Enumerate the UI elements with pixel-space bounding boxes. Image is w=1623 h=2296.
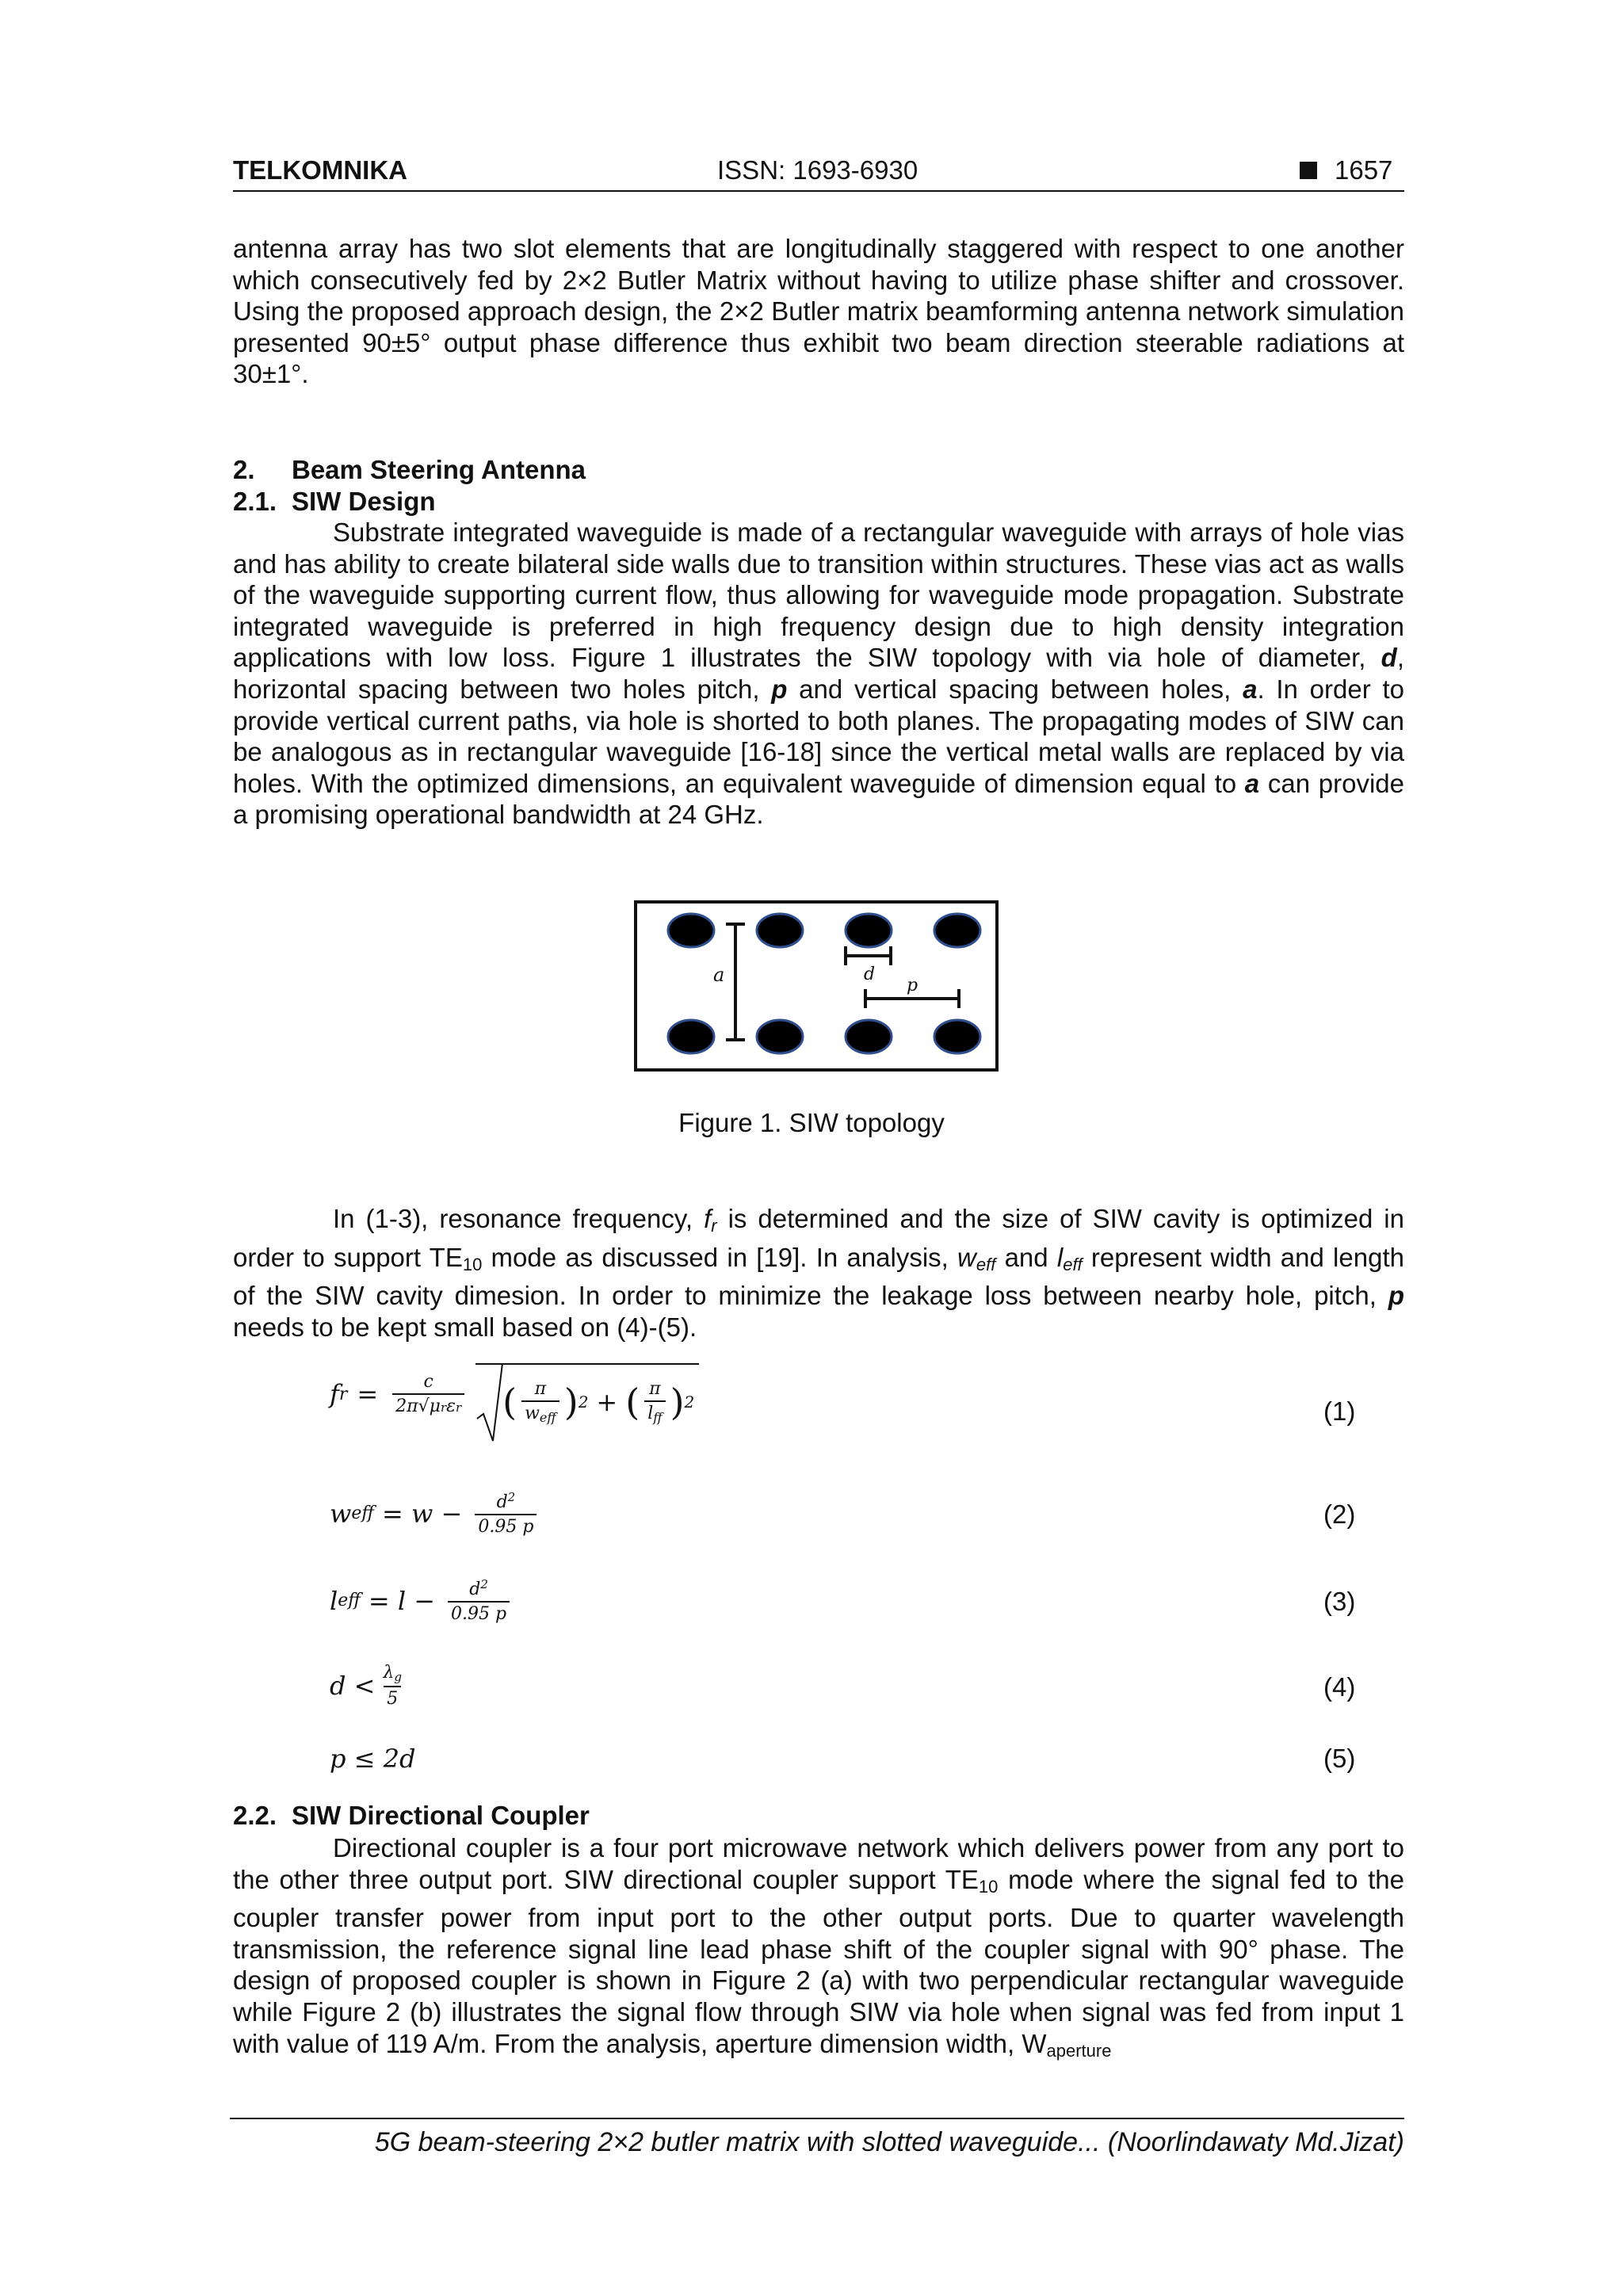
- equation-1-number: (1): [1323, 1396, 1356, 1426]
- eq3-num-sup: 2: [480, 1577, 488, 1591]
- sqrt-sign-icon: [475, 1363, 504, 1442]
- eq-intro-text-3: mode as discussed in [19]. In analysis,: [482, 1242, 958, 1272]
- eq4-den: 5: [384, 1686, 401, 1709]
- intro-paragraph: antenna array has two slot elements that are longitudinally staggered with respect to one another which consecutively fed by 2×2 Butler Matrix without having to utilize phase shifter and crossover. Using the proposed approach design, the 2×2 Butler matrix beamforming antenna network simulation presented 90±5° output phase difference thus exhibit two beam direction steerable radiations at 30±1°.: [233, 234, 1404, 389]
- equation-3: [330, 1577, 514, 1624]
- siw-design-paragraph: [233, 517, 1404, 831]
- eq3-num: d: [469, 1580, 481, 1599]
- symbol-fr-sub: r: [711, 1216, 717, 1236]
- section-2-1-number: 2.1.: [233, 487, 277, 516]
- via-hole: [846, 914, 892, 947]
- eq3-fraction: [448, 1577, 510, 1624]
- square-bullet-icon: [1300, 162, 1317, 179]
- via-hole: [757, 1020, 803, 1053]
- symbol-a: a: [1243, 674, 1258, 704]
- page-number-block: [1300, 155, 1392, 185]
- eq-intro-text-5: represent width and length of the SIW cavity dimesion. In order to minimize the leakage loss between nearby hole, pitch,: [233, 1242, 1404, 1311]
- symbol-p-2: p: [1388, 1281, 1404, 1311]
- eq1-pow-2: 2: [684, 1392, 695, 1412]
- section-2-1-heading: [233, 487, 436, 517]
- issn: ISSN: 1693-6930: [717, 155, 918, 185]
- te-sub: 10: [462, 1254, 483, 1274]
- eq1-pi-2: π: [649, 1379, 661, 1399]
- eq3-lhs: l: [330, 1585, 338, 1616]
- page-number: 1657: [1335, 155, 1393, 185]
- running-footer: 5G beam-steering 2×2 butler matrix with slotted waveguide... (Noorlindawaty Md.Jizat): [374, 2127, 1404, 2157]
- symbol-fr: f: [704, 1204, 712, 1233]
- siw-text-2: , horizontal spacing between two holes pitch,: [233, 643, 1404, 704]
- eq1-denominator: [392, 1393, 464, 1416]
- eq-intro-text-2: is determined and the size of SIW cavity is optimized in order to support TE: [233, 1204, 1404, 1272]
- eq1-w: w: [525, 1404, 540, 1423]
- via-hole: [757, 914, 803, 947]
- eq2-fraction: [475, 1490, 537, 1537]
- figure-1-caption: Figure 1. SIW topology: [678, 1108, 945, 1137]
- eq1-l: l: [647, 1404, 654, 1423]
- eq1-numerator: c: [423, 1372, 433, 1392]
- eq1-pi-over-w: [521, 1379, 559, 1425]
- eq4-num: λ: [383, 1663, 395, 1683]
- via-hole: [668, 1020, 714, 1053]
- equation-4-number: (4): [1323, 1672, 1356, 1702]
- coupler-paragraph: [233, 1832, 1404, 2066]
- figure-1-siw-topology: [634, 900, 999, 1072]
- section-2-number: 2.: [233, 455, 255, 484]
- equation-3-number: (3): [1323, 1587, 1356, 1616]
- eq2-rhs: = w −: [382, 1498, 463, 1529]
- eq4-lhs: d <: [330, 1671, 376, 1701]
- via-hole: [934, 1020, 980, 1053]
- eq2-num-sup: 2: [507, 1490, 516, 1504]
- eq1-fraction: [392, 1372, 464, 1416]
- section-2-2-heading: [233, 1801, 590, 1831]
- eq1-w-sub: eff: [539, 1410, 556, 1425]
- eq-intro-text-4: and: [995, 1242, 1057, 1272]
- eq3-lhs-sub: eff: [338, 1591, 361, 1610]
- symbol-leff: l: [1056, 1242, 1064, 1272]
- section-2-2-number: 2.2.: [233, 1801, 277, 1830]
- symbol-weff: w: [957, 1242, 976, 1272]
- eq1-den-sub2: r: [455, 1400, 462, 1415]
- eq2-den: 0.95 p: [475, 1514, 537, 1537]
- eq1-pow-1: 2: [578, 1392, 589, 1412]
- eq-intro-text-1: In (1-3), resonance frequency,: [333, 1204, 705, 1233]
- via-hole: [846, 1020, 892, 1053]
- symbol-d: d: [1381, 643, 1397, 673]
- eq1-lhs: f: [330, 1379, 339, 1409]
- eq2-lhs-sub: eff: [351, 1503, 374, 1523]
- eq1-equals: =: [357, 1379, 379, 1409]
- eq3-den: 0.95 p: [448, 1601, 510, 1624]
- journal-name: TELKOMNIKA: [233, 155, 407, 185]
- eq4-fraction: [380, 1663, 405, 1709]
- eq1-sqrt: ( $\frac{\pi}{\text{weff}}$ ) 2 + ( $\frac{\pi}{\text{lff}}$ ) 2: [475, 1363, 699, 1425]
- eq1-l-sub: ff: [653, 1410, 663, 1425]
- equation-1: [330, 1363, 699, 1425]
- eq2-num: d: [496, 1492, 508, 1512]
- siw-text-5: can provide a promising operational bandwidth at 24 GHz.: [233, 768, 1404, 830]
- via-hole: [934, 914, 980, 947]
- eq-intro-text-6: needs to be kept small based on (4)-(5).: [233, 1312, 697, 1342]
- siw-text-4: . In order to provide vertical current paths, via hole is shorted to both planes. The propagating modes of SIW can be analogous as in rectangular waveguide [16-18] since the vertical metal walls are replaced by via holes. With the optimized dimensions, an equivalent waveguide of dimension equal to: [233, 674, 1404, 798]
- label-p: p: [907, 976, 918, 995]
- coupler-text-1: Directional coupler is a four port microwave network which delivers power from any port to the other three output port. SIW directional coupler support TE: [233, 1833, 1404, 1894]
- eq1-lhs-sub: r: [338, 1384, 348, 1404]
- eq1-pi-over-l: [644, 1379, 665, 1425]
- footer-rule: [230, 2118, 1404, 2119]
- symbol-p: p: [771, 674, 788, 704]
- eq1-den-sub1: r: [440, 1400, 447, 1415]
- eq1-den-a: 2π√μ: [395, 1396, 441, 1416]
- symbol-leff-sub: eff: [1063, 1254, 1083, 1274]
- eq4-num-sub: g: [394, 1670, 403, 1684]
- section-2-1-title: SIW Design: [292, 487, 436, 516]
- coupler-text-2: mode where the signal fed to the coupler transfer power from input port to the other output ports. Due to quarter wavelength transmission, the reference signal line lead phase shift of the coupler signal with 90° phase. The design of proposed coupler is shown in Figure 2 (a) with two perpendicular rectangular waveguide while Figure 2 (b) illustrates the signal flow through SIW via hole when signal was fed from input 1 with value of 119 A/m. From the analysis, aperture dimension width, W: [233, 1864, 1404, 2058]
- symbol-a-2: a: [1244, 768, 1260, 798]
- coupler-aperture-sub: aperture: [1046, 2040, 1112, 2061]
- symbol-weff-sub: eff: [976, 1254, 996, 1274]
- coupler-te-sub: 10: [978, 1876, 999, 1897]
- label-a: a: [713, 964, 725, 986]
- eq3-rhs: = l −: [368, 1585, 436, 1616]
- section-2-2-title: SIW Directional Coupler: [292, 1801, 590, 1830]
- eq2-lhs: w: [330, 1498, 352, 1529]
- siw-text-1: Substrate integrated waveguide is made of a rectangular waveguide with arrays of hole vias and has ability to create bilateral side walls due to transition within structures. These vias act as walls of the waveguide supporting current flow, thus allowing for waveguide mode propagation. Substrate integrated waveguide is preferred in high frequency design due to high density integration applications with low loss. Figure 1 illustrates the SIW topology with via hole of diameter,: [233, 518, 1404, 673]
- equation-5: p ≤ 2d: [330, 1744, 416, 1774]
- equation-5-number: (5): [1323, 1744, 1356, 1773]
- section-2-heading: [233, 455, 586, 485]
- eq1-den-mid: ε: [446, 1396, 456, 1416]
- equation-2: [330, 1490, 541, 1537]
- siw-text-3: and vertical spacing between holes,: [787, 674, 1243, 704]
- label-d: d: [864, 965, 876, 984]
- eq1-pi-1: π: [534, 1379, 547, 1399]
- via-hole: [668, 914, 714, 947]
- equation-2-number: (2): [1323, 1499, 1356, 1529]
- equations-intro-paragraph: [233, 1203, 1404, 1343]
- header-rule: [233, 190, 1404, 192]
- section-2-title: Beam Steering Antenna: [292, 455, 586, 484]
- eq1-plus: +: [596, 1387, 618, 1417]
- equation-4: [330, 1663, 410, 1709]
